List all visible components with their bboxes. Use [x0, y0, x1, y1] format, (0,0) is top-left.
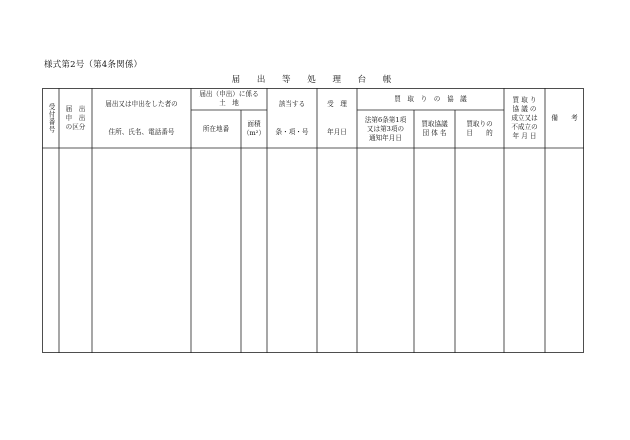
header-remarks: 備 考 [551, 113, 578, 122]
ledger-table [42, 88, 584, 353]
header-notice-date: 法第6条第1項 又は第3項の 通知年月日 [364, 115, 407, 142]
header-applicant-bottom: 住所、氏名、電話番号 [108, 127, 175, 136]
ledger-title: 届 出 等 処 理 台 帳 [231, 75, 399, 85]
header-applicable-top: 該当する [278, 99, 306, 108]
header-receipt-bottom: 年月日 [327, 127, 347, 136]
header-agreement-status: 買 取 り 協 議 の 成立又は 不成立の 年 月 日 [511, 95, 538, 140]
form-label: 様式第2号（第4条関係） [44, 60, 143, 70]
header-notification-type: 届 出 申 出 の区分 [65, 104, 86, 131]
header-applicant-top: 届出又は申出をした者の [105, 99, 178, 108]
header-receipt-top: 受 理 [327, 99, 347, 108]
header-receipt-number: 受付番号 [47, 102, 55, 134]
header-applicable-bottom: 条・項・号 [275, 127, 309, 136]
header-land-area: 面積 （m²） [242, 120, 266, 137]
header-land-location: 所在地番 [202, 124, 230, 133]
header-purchase-group: 買 取 り の 協 議 [394, 94, 467, 103]
header-purchase-org: 買取協議 団 体 名 [421, 120, 448, 137]
header-land-group: 届出（申出）に係る 土 地 [199, 90, 259, 107]
header-purchase-purpose: 買取りの 目 的 [466, 120, 493, 137]
